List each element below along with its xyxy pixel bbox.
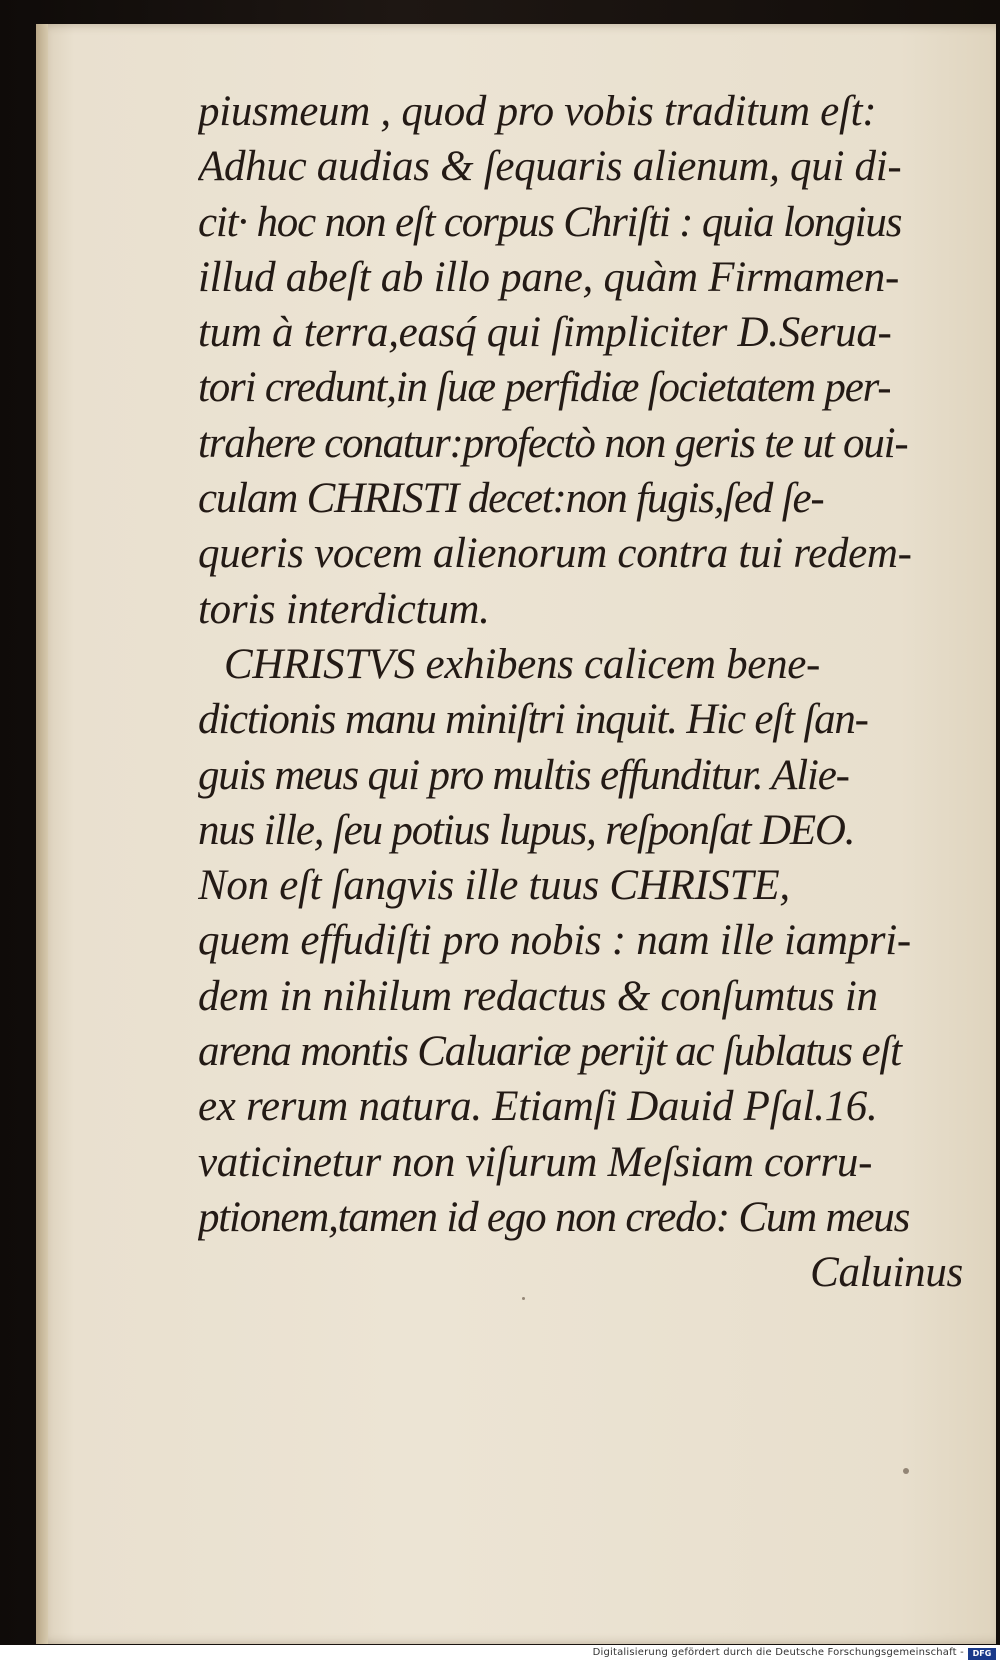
text-line: dictionis manu miniſtri inquit. Hic eſt ſan- [198, 696, 868, 744]
text-line: CHRISTVS exhibens calicem bene- [224, 640, 821, 688]
text-line: illud abeſt ab illo pane, quàm Firmamen- [198, 253, 900, 301]
text-line: cit· hoc non eſt corpus Chriſti : quia longius [198, 198, 902, 246]
dfg-logo: DFG [968, 1648, 996, 1660]
text-line: culam CHRISTI decet:non fugis,ſed ſe- [198, 475, 824, 523]
text-line: Non eſt ſangvis ille tuus CHRISTE, [198, 862, 790, 910]
text-line: queris vocem alienorum contra tui redem- [198, 530, 912, 578]
text-line: ex rerum natura. Etiamſi Dauid Pſal.16. [198, 1083, 878, 1131]
footer-credit: Digitalisierung gefördert durch die Deutsche Forschungsgemeinschaft - [592, 1647, 964, 1658]
paper-speck [522, 1297, 525, 1300]
text-line: Adhuc audias & ſequaris alienum, qui di- [198, 143, 902, 191]
text-line: toris interdictum. [198, 585, 490, 633]
text-line: trahere conatur:profectò non geris te ut oui- [198, 419, 908, 467]
text-line: quem effudiſti pro nobis : nam ille iampri- [198, 917, 911, 965]
catchword: Caluinus [810, 1249, 963, 1297]
text-line: ptionem,tamen id ego non credo: Cum meus [198, 1193, 910, 1241]
text-line: dem in nihilum redactus & conſumtus in [198, 972, 878, 1020]
text-line: piusmeum , quod pro vobis traditum eſt: [198, 88, 877, 135]
page-gutter [36, 24, 48, 1644]
text-line: vaticinetur non viſurum Meſsiam corru- [198, 1138, 873, 1186]
text-line: tori credunt,in ſuæ perfidiæ ſocietatem per- [198, 364, 891, 412]
text-line: arena montis Caluariæ perijt ac ſublatus eſt [198, 1028, 901, 1076]
text-line: tum à terra,easq́ qui ſimpliciter D.Serua- [198, 309, 892, 357]
text-line: nus ille, ſeu potius lupus, reſponſat DEO. [198, 806, 855, 854]
text-block [198, 84, 973, 1301]
footer-bar [0, 1645, 1000, 1663]
paper-speck [903, 1468, 909, 1474]
text-line: guis meus qui pro multis effunditur. Alie- [198, 751, 849, 799]
